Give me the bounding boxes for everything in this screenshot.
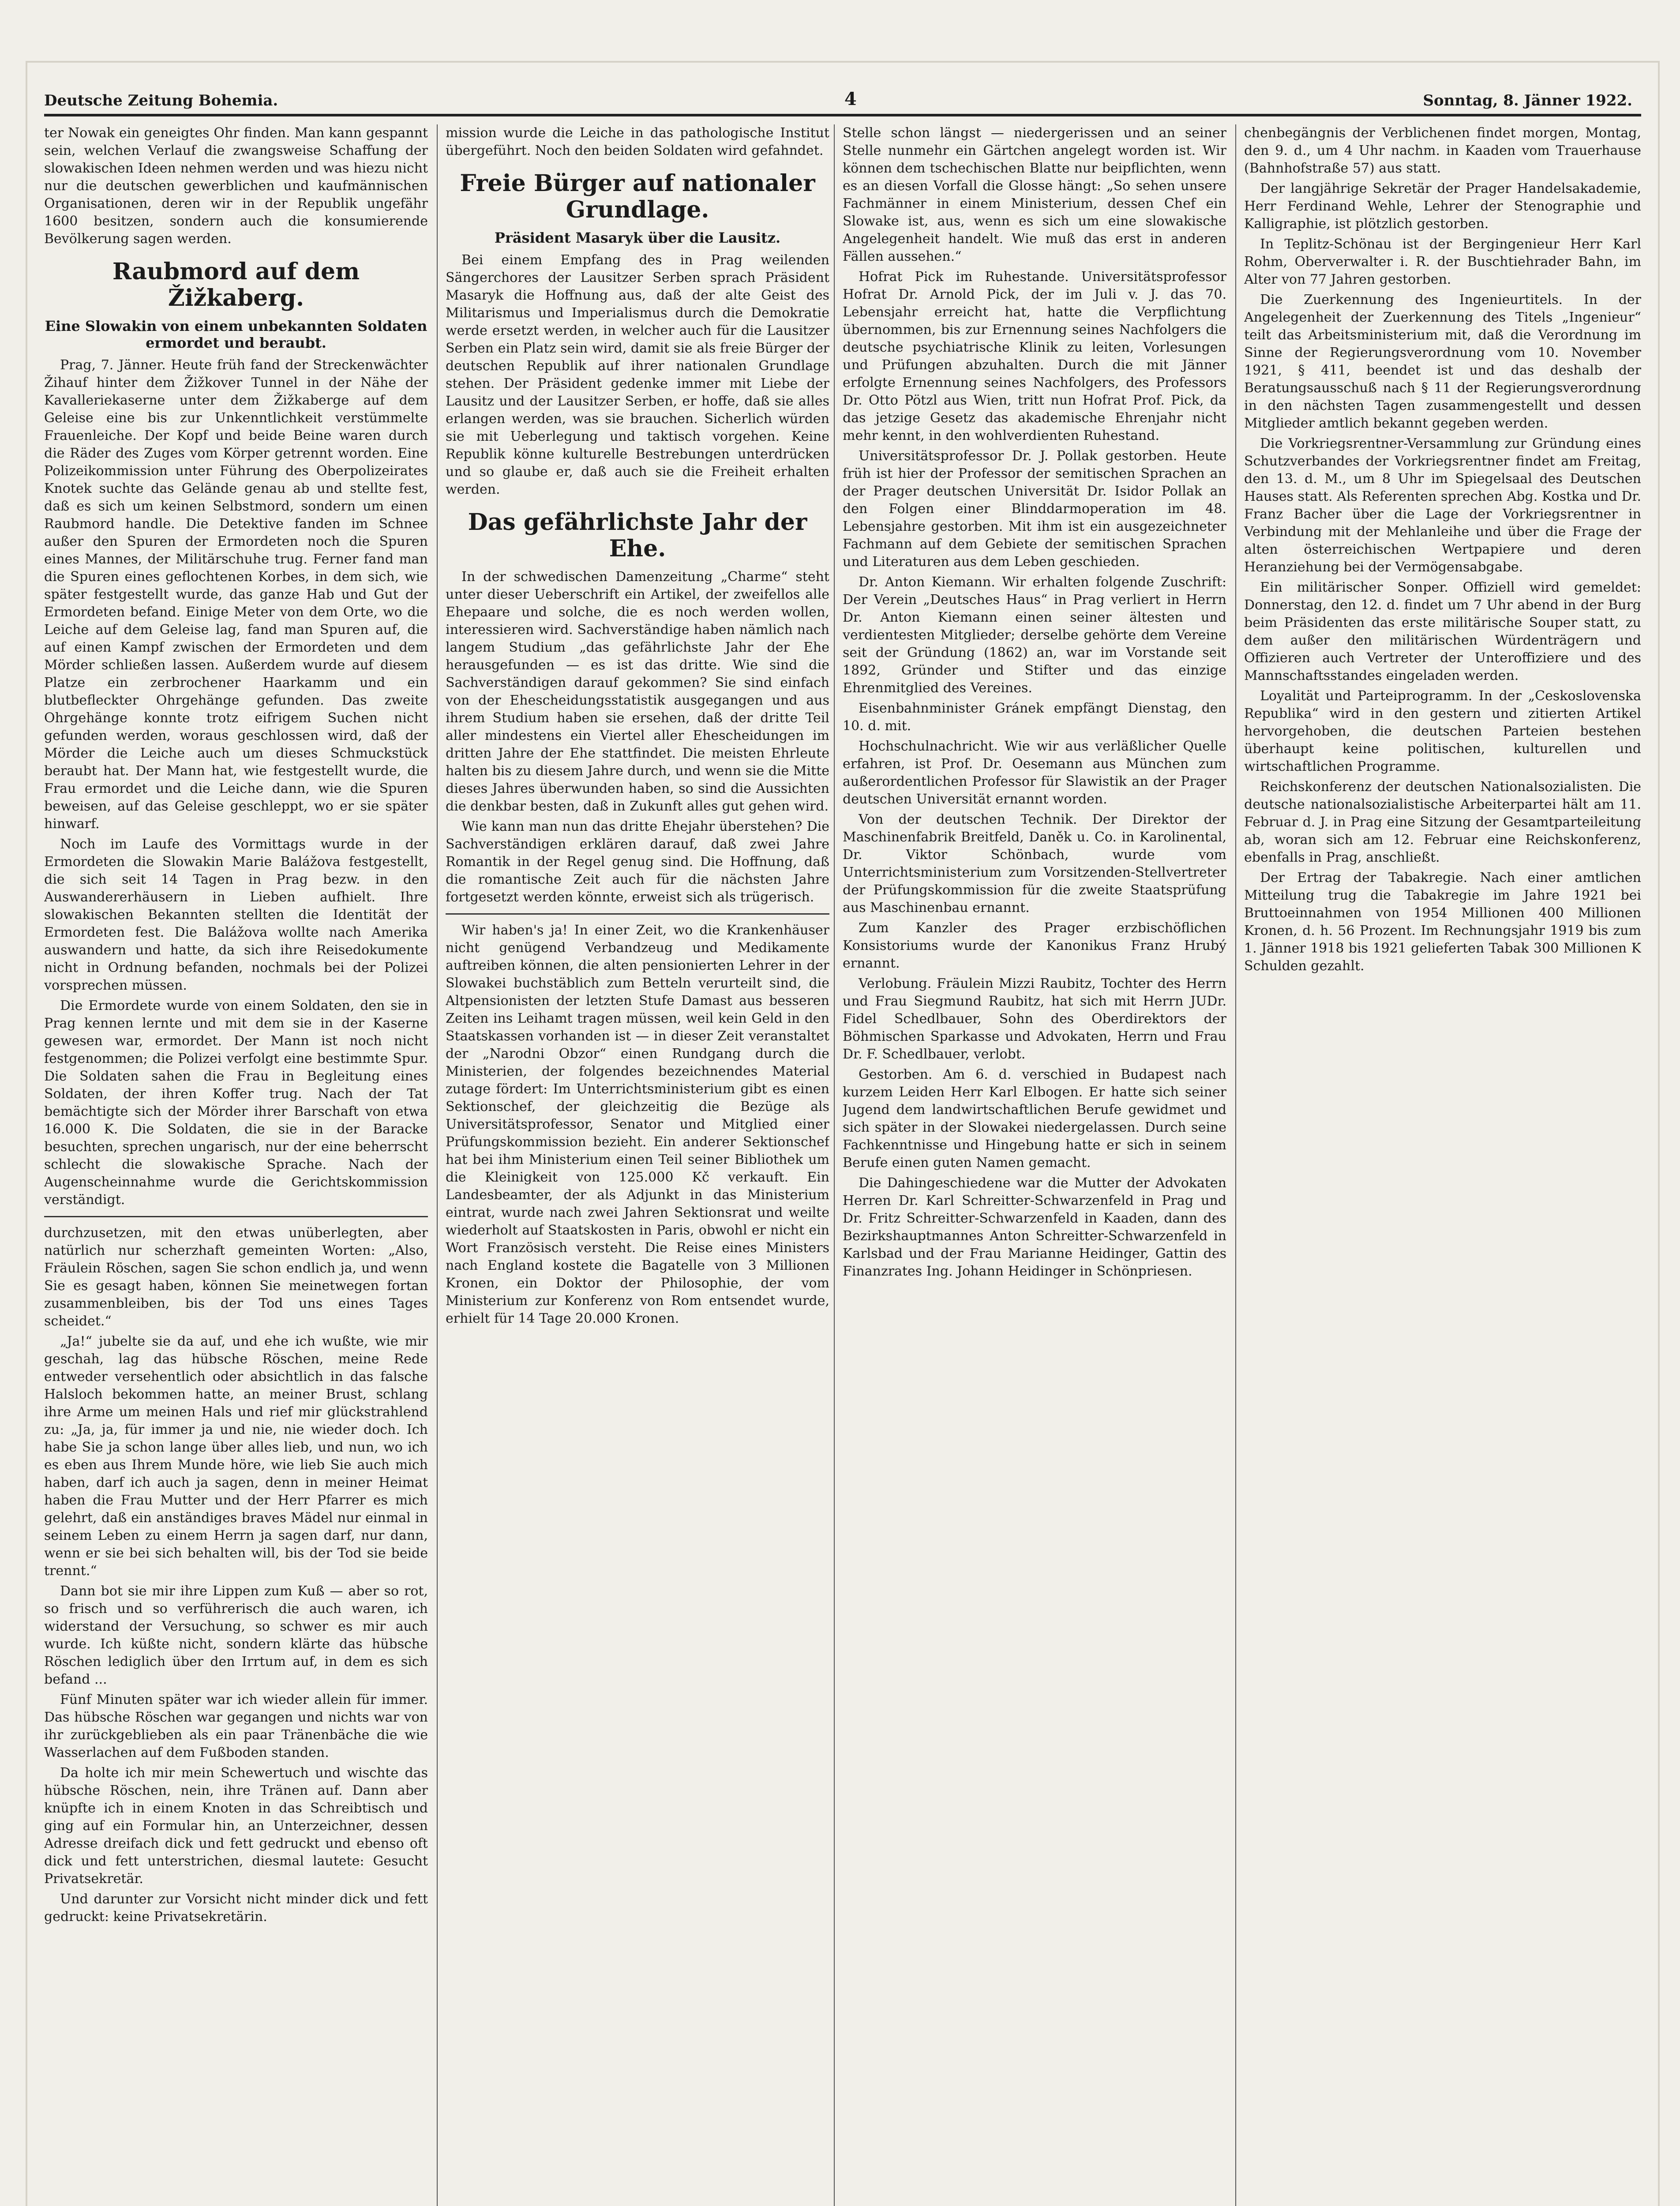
feuilleton-paragraph: Dann bot sie mir ihre Lippen zum Kuß — aber so rot, so frisch und so verführerisch die auch waren, ich widerstand der Versuchung, so schwer es mir auch wurde. Ich küßte nicht, sondern klärte das hübsche Röschen lediglich über den Irrtum auf, in dem es sich befand ... <box>44 1583 428 1687</box>
header-date: Sonntag, 8. Jänner 1922. <box>1423 92 1632 109</box>
news-item: Hofrat Pick im Ruhestande. Universitätsprofessor Hofrat Dr. Arnold Pick, der im Juli v. J. das 70. Lebensjahr erreicht hat, hatte die Verpflichtung übernommen, bis zur Ernennung seines Nachfolgers die deutsche psychiatrische Klinik zu leiten, Vorlesungen und Prüfungen abzuhalten. Durch die mit Jänner erfolgte Ernennung seines Nachfolgers, des Professors Dr. Otto Pötzl aus Wien, tritt nun Hofrat Prof. Pick, da das jetzige Gesetz das akademische Ehrenjahr nicht mehr kennt, in den wohlverdienten Ruhestand. <box>843 269 1226 443</box>
feuilleton-paragraph: Da holte ich mir mein Schewertuch und wischte das hübsche Röschen, nein, ihre Tränen auf. Dann aber knüpfte ich in einem Knoten in das Schreibtisch und ging auf ein Formular hin, an Unterzeichner, dessen Adresse dreifach dick und fett gedruckt und ebenso oft dick und fett unterstrichen, diesmal lautete: Gesucht Privatsekretär. <box>44 1765 428 1887</box>
article-continuation: mission wurde die Leiche in das pathologische Institut übergeführt. Noch den beiden Soldaten wird gefahndet. <box>446 125 829 158</box>
article-paragraph: Noch im Laufe des Vormittags wurde in der Ermordeten die Slowakin Marie Balážova festgestellt, die sich seit 14 Tagen in Prag bezw. in den Auswandererhäusern in Lieben aufhielt. Ihre slowakischen Bekannten stellten die Identität der Ermordeten fest. Die Balážova wollte nach Amerika auswandern und hatte, da sich ihre Reisedokumente nicht in Ordnung befanden, nochmals bei der Polizei vorsprechen müssen. <box>44 837 428 993</box>
news-item: Hochschulnachricht. Wie wir aus verläßlicher Quelle erfahren, ist Prof. Dr. Oesemann aus München zum außerordentlichen Professor für Slawistik an der Prager deutschen Universität ernannt worden. <box>843 739 1226 807</box>
news-item: Gestorben. Am 6. d. verschied in Budapest nach kurzem Leiden Herr Karl Elbogen. Er hatte sich seiner Jugend dem landwirtschaftlichen Berufe gewidmet und sich später in der Slowakei niedergelassen. Durch seine Fachkenntnisse und Hingebung hatte er sich in seinem Berufe einen guten Namen gemacht. <box>843 1067 1226 1171</box>
news-item: Zum Kanzler des Prager erzbischöflichen Konsistoriums wurde der Kanonikus Franz Hrubý ernannt. <box>843 920 1226 971</box>
article-headline: Freie Bürger auf nationaler Grundlage. <box>460 170 815 223</box>
article-subheadline: Eine Slowakin von einem unbekannten Soldaten ermordet und beraubt. <box>45 318 428 351</box>
news-item: Ein militärischer Sonper. Offiziell wird gemeldet: Donnerstag, den 12. d. findet um 7 Uhr abend in der Burg beim Präsidenten das erste militärische Souper statt, zu dem außer den militärischen Würdenträgern und Offizieren auch Vertreter der Unteroffiziere und des Mannschaftsstandes eingeladen werden. <box>1244 580 1641 683</box>
article-continuation: chenbegängnis der Verblichenen findet morgen, Montag, den 9. d., um 4 Uhr nachm. in Kaaden vom Trauerhause (Bahnhofstraße 57) aus statt. <box>1244 125 1641 176</box>
column-rule <box>1235 124 1236 2206</box>
article-subheadline: Präsident Masaryk über die Lausitz. <box>494 229 781 246</box>
news-item: Von der deutschen Technik. Der Direktor der Maschinenfabrik Breitfeld, Daněk u. Co. in Karolinental, Dr. Viktor Schönbach, wurde vom Unterrichtsministerium zum Vorsitzenden-Stellvertreter der Prüfungskommission für die zweite Staatsprüfung aus Maschinenbau ernannt. <box>843 812 1226 915</box>
news-item: Die Zuerkennung des Ingenieurtitels. In der Angelegenheit der Zuerkennung des Titels „Ingenieur“ teilt das Arbeitsministerium mit, daß die Verordnung im Sinne der Regierungsverordnung vom 10. November 1921, § 411, beendet ist und das deshalb der Beratungsausschuß nach § 11 der Regierungsverordnung in den nächsten Tagen zusammengestellt und dessen Mitglieder amtlich bekannt gegeben werden. <box>1244 292 1641 431</box>
column-rule <box>437 124 438 2206</box>
section-divider <box>446 913 829 915</box>
column-4 <box>1244 124 1641 2206</box>
column-rule <box>834 124 835 2206</box>
article-paragraph: Die Ermordete wurde von einem Soldaten, den sie in Prag kennen lernte und mit dem sie in der Kaserne gewesen war, ermordet. Der Mann ist noch nicht festgenommen; die Polizei verfolgt eine bestimmte Spur. Die Soldaten sahen die Frau in Begleitung eines Soldaten, der ihren Koffer trug. Nach der Tat bemächtigte sich der Mörder ihrer Barschaft von etwa 16.000 K. Die Soldaten, die sie in der Baracke besuchten, sprechen ungarisch, nur der eine beherrscht schlecht die slowakische Sprache. Nach der Augenscheinnahme wurde die Gerichtskommission verständigt. <box>44 998 428 1208</box>
header-newspaper-name: Deutsche Zeitung Bohemia. <box>44 92 278 109</box>
column-3 <box>843 124 1226 2206</box>
column-1 <box>44 124 428 2206</box>
feuilleton-paragraph: Fünf Minuten später war ich wieder allein für immer. Das hübsche Röschen war gegangen und nichts war von ihr zurückgeblieben als ein paar Tränenbäche die wie Wasserlachen auf dem Fußboden standen. <box>44 1692 428 1760</box>
news-item: Der Ertrag der Tabakregie. Nach einer amtlichen Mitteilung trug die Tabakregie im Jahre 1921 bei Bruttoeinnahmen von 1954 Millionen 400 Millionen Kronen, d. h. 56 Prozent. Im Rechnungsjahr 1919 bis zum 1. Jänner 1918 bis 1921 gelieferten Tabak 300 Millionen K Schulden gezahlt. <box>1244 870 1641 974</box>
feuilleton-paragraph: „Ja!“ jubelte sie da auf, und ehe ich wußte, wie mir geschah, lag das hübsche Röschen, meine Rede entweder versehentlich oder absichtlich in das falsche Halsloch bekommen hatte, an meiner Brust, schlang ihre Arme um meinen Hals und rief mir glückstrahlend zu: „Ja, ja, für immer ja und nie, nie wieder doch. Ich habe Sie ja schon lange über alles lieb, und nun, wo ich es eben aus Ihrem Munde höre, wie lieb Sie auch mich haben, darf ich auch ja sagen, denn in meiner Heimat haben die Frau Mutter und der Herr Pfarrer es mich gelehrt, daß ein anständiges braves Mädel nur einmal in seinem Leben zu einem Herrn ja sagen darf, nur dann, wenn er sie bei sich behalten will, bis der Tod sie beide trennt.“ <box>44 1334 428 1579</box>
news-item: Universitätsprofessor Dr. J. Pollak gestorben. Heute früh ist hier der Professor der semitischen Sprachen an der Prager deutschen Universität Dr. Isidor Pollak an den Folgen einer Blinddarmoperation im 48. Lebensjahre gestorben. Mit ihm ist ein ausgezeichneter Fachmann auf dem Gebiete der semitischen Sprachen und Literaturen aus dem Leben geschieden. <box>843 448 1226 570</box>
column-2 <box>446 124 829 2206</box>
header-rule <box>44 114 1641 116</box>
news-item: Eisenbahnminister Gránek empfängt Dienstag, den 10. d. mit. <box>843 701 1226 734</box>
header-page-number: 4 <box>844 89 857 109</box>
feuilleton-paragraph: durchzusetzen, mit den etwas unüberlegten, aber natürlich nur scherzhaft gemeinten Worten: „Also, Fräulein Röschen, sagen Sie schon endlich ja, und wenn Sie es gesagt haben, können Sie meinetwegen fortan zusammenbleiben, bis der Tod uns eines Tages scheidet.“ <box>44 1225 428 1329</box>
news-item: Loyalität und Parteiprogramm. In der „Ceskoslovenska Republika“ wird in den gestern und zitierten Artikel hervorgehoben, die deutschen Parteien bestehen überhaupt keine politischen, kulturellen und wirtschaftlichen Programme. <box>1244 688 1641 774</box>
article-paragraph: In der schwedischen Damenzeitung „Charme“ steht unter dieser Ueberschrift ein Artikel, der zweifellos alle Ehepaare und solche, die es noch werden wollen, interessieren wird. Sachverständige haben nämlich nach langem Studium „das gefährlichste Jahr der Ehe herausgefunden — es ist das dritte. Wie sind die Sachverständigen darauf gekommen? Sie sind einfach von der Ehescheidungsstatistik ausgegangen und aus ihrem Studium haben sie ersehen, daß der dritte Teil aller mindestens ein Viertel aller Ehescheidungen im dritten Jahre der Ehe stattfindet. Die meisten Ehrleute halten bis zu diesem Jahre durch, und wenn sie die Mitte dieses Jahres überwunden haben, so sind die Aussichten die denkbar besten, daß in Zukunft alles gut gehen wird. <box>446 569 829 814</box>
article-continuation: ter Nowak ein geneigtes Ohr finden. Man kann gespannt sein, welchen Verlauf die zwangsweise Schaffung der slowakischen Ideen nehmen werden und was hiezu nicht nur die deutschen gewerblichen und kaufmännischen Organisationen, deren wir in der Republik ungefähr 1600 besitzen, sondern auch die konsumierende Bevölkerung sagen werden. <box>44 125 428 247</box>
article-paragraph: Prag, 7. Jänner. Heute früh fand der Streckenwächter Žihauf hinter dem Žižkover Tunnel in der Nähe der Kavalleriekaserne unter dem Žižkaberge auf dem Geleise eine bis zur Unkenntlichkeit verstümmelte Frauenleiche. Der Kopf und beide Beine waren durch die Räder des Zuges vom Körper getrennt worden. Eine Polizeikommission unter Führung des Oberpolizeirates Knotek suchte das Gelände genau ab und stellte fest, daß es sich um keinen Selbstmord, sondern um einen Raubmord handle. Die Detektive fanden im Schnee außer den Spuren der Ermordeten noch die Spuren eines Mannes, der Militärschuhe trug. Ferner fand man die Spuren eines geflochtenen Korbes, in dem sich, wie später festgestellt wurde, das ganze Hab und Gut der Ermordeten befand. Einige Meter von dem Orte, wo die Leiche auf dem Geleise lag, fand man Spuren auf, die auf einen Kampf zwischen der Ermordeten und dem Mörder schließen lassen. Außerdem wurde auf diesem Platze ein zerbrochener Haarkamm und ein blutbefleckter Ohrgehänge gefunden. Das zweite Ohrgehänge konnte trotz eifrigem Suchen nicht gefunden werden, woraus geschlossen wird, daß der Mörder die Leiche auch um dieses Schmuckstück beraubt hat. Der Mann hat, wie festgestellt wurde, die Frau ermordet und die Leiche dann, wie die Spuren beweisen, auf das Geleise geschleppt, wo er sie später hinwarf. <box>44 357 428 832</box>
article-paragraph: Bei einem Empfang des in Prag weilenden Sängerchores der Lausitzer Serben sprach Präsident Masaryk die Hoffnung aus, daß der alte Geist des Militarismus und Imperialismus durch die Demokratie werde ersetzt werden, in welcher auch für die Lausitzer Serben ein Platz sein wird, damit sie als freie Bürger der deutschen Republik auf ihrer nationalen Grundlage stehen. Der Präsident gedenke immer mit Liebe der Lausitz und der Lausitzer Serben, er hoffe, daß sie alles erlangen werden, was sie brauchen. Sicherlich würden sie mit Ueberlegung und taktisch vorgehen. Keine Republik könne kulturelle Bestrebungen unterdrücken und so glaube er, daß auch sie die Freiheit erhalten werden. <box>446 252 829 497</box>
news-item: In Teplitz-Schönau ist der Bergingenieur Herr Karl Rohm, Oberverwalter i. R. der Buschtiehrader Bahn, im Alter von 77 Jahren gestorben. <box>1244 236 1641 287</box>
article-paragraph: Wie kann man nun das dritte Ehejahr überstehen? Die Sachverständigen erklären darauf, daß zwei Jahre Romantik in der Regel genug sind. Die Hoffnung, daß die romantische Zeit auch für die nächsten Jahre fortgesetzt werden könnte, erweist sich als trügerisch. <box>446 819 829 905</box>
news-item: Dr. Anton Kiemann. Wir erhalten folgende Zuschrift: Der Verein „Deutsches Haus“ in Prag verliert in Herrn Dr. Anton Kiemann einen seiner ältesten und verdientesten Mitglieder; derselbe gehörte dem Vereine seit der Gründung (1862) an, war im Vorstande seit 1892, Gründer und Stifter und das einzige Ehrenmitglied des Vereines. <box>843 574 1226 696</box>
news-item: Die Vorkriegsrentner-Versammlung zur Gründung eines Schutzverbandes der Vorkriegsrentner findet am Freitag, den 13. d. M., um 8 Uhr im Spiegelsaal des Deutschen Hauses statt. Als Referenten sprechen Abg. Kostka und Dr. Franz Bacher über die Lage der Vorkriegsrentner in Verbindung mit der Mehlanleihe und über die Frage der alten österreichischen Wertpapiere und deren Heranziehung bei der Vermögensabgabe. <box>1244 436 1641 575</box>
article-headline: Das gefährlichste Jahr der Ehe. <box>468 509 807 562</box>
article-headline: Raubmord auf dem Žižkaberg. <box>112 258 360 311</box>
news-item: Reichskonferenz der deutschen Nationalsozialisten. Die deutsche nationalsozialistische Arbeiterpartei hält am 11. Februar d. J. in Prag eine Sitzung der Gesamtparteileitung ab, woran sich am 12. Februar eine Reichskonferenz, ebenfalls in Prag, anschließt. <box>1244 779 1641 865</box>
article-paragraph: Wir haben's ja! In einer Zeit, wo die Krankenhäuser nicht genügend Verbandzeug und Medikamente auftreiben können, die alten pensionierten Lehrer in der Slowakei buchstäblich zum Betteln verurteilt sind, die Altpensionisten der letzten Stufe Damast aus besseren Zeiten ins Leihamt tragen müssen, weil kein Geld in den Staatskassen vorhanden ist — in dieser Zeit veranstaltet der „Narodni Obzor“ einen Rundgang durch die Ministerien, der folgendes bezeichnendes Material zutage fördert: Im Unterrichtsministerium gibt es einen Sektionschef, der gleichzeitig die Bezüge als Universitätsprofessor, Senator und Mitglied einer Prüfungskommission bezieht. Ein anderer Sektionschef hat bei ihm Ministerium einen Teil seiner Bibliothek um die Kleinigkeit von 125.000 Kč verkauft. Ein Landesbeamter, der als Adjunkt in das Ministerium eintrat, wurde nach zwei Jahren Sektionsrat und weilte wiederholt auf Staatskosten in Paris, obwohl er nicht ein Wort Französisch versteht. Die Reise eines Ministers nach England kostete die Bagatelle von 3 Millionen Kronen, ein Doktor der Philosophie, der vom Ministerium zur Konferenz von Rom entsendet wurde, erhielt für 14 Tage 20.000 Kronen. <box>446 923 829 1326</box>
news-item: Die Dahingeschiedene war die Mutter der Advokaten Herren Dr. Karl Schreitter-Schwarzenfeld in Prag und Dr. Fritz Schreitter-Schwarzenfeld in Kaaden, dann des Bezirkshauptmannes Anton Schreitter-Schwarzenfeld in Karlsbad und der Frau Marianne Heidinger, Gattin des Finanzrates Ing. Johann Heidinger in Schönpriesen. <box>843 1175 1226 1279</box>
feuilleton-paragraph: Und darunter zur Vorsicht nicht minder dick und fett gedruckt: keine Privatsekretärin. <box>44 1891 428 1925</box>
section-divider <box>44 1216 428 1217</box>
page-header <box>44 79 1632 109</box>
news-item: Verlobung. Fräulein Mizzi Raubitz, Tochter des Herrn und Frau Siegmund Raubitz, hat sich mit Herrn JUDr. Fidel Schedlbauer, Sohn des Oberdirektors der Böhmischen Sparkasse und Advokaten, Herrn und Frau Dr. F. Schedlbauer, verlobt. <box>843 976 1226 1062</box>
news-item: Der langjährige Sekretär der Prager Handelsakademie, Herr Ferdinand Wehle, Lehrer der Stenographie und Kalligraphie, ist plötzlich gestorben. <box>1244 181 1641 232</box>
article-continuation: Stelle schon längst — niedergerissen und an seiner Stelle nunmehr ein Gärtchen angelegt worden ist. Wir können dem tschechischen Blatte nur beipflichten, wenn es an diesen Vorfall die Glosse hängt: „So sehen unsere Fachmänner in einem Ministerium, dessen Chef ein Slowake ist, aus, wenn es sich um eine slowakische Angelegenheit handelt. Wie muß das erst in anderen Fällen aussehen.“ <box>843 125 1226 264</box>
